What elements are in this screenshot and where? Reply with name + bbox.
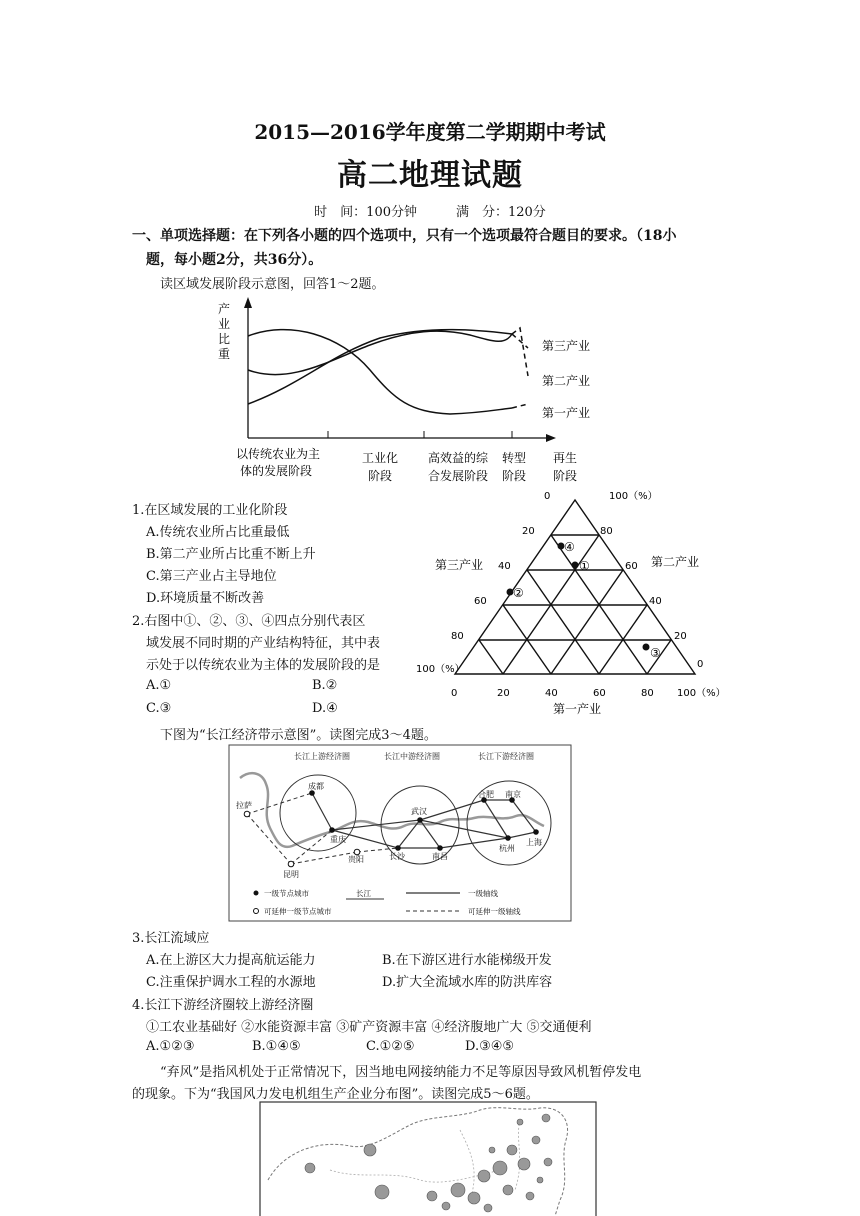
primary-curve-dashed — [512, 404, 528, 408]
y-arrow — [244, 297, 252, 308]
city-dot — [309, 790, 315, 796]
legend-extend-city-dot — [254, 909, 259, 914]
city-label: 成都 — [308, 782, 324, 791]
stage-label: 再生 — [553, 451, 578, 465]
enterprise-dot — [542, 1114, 550, 1122]
right-tick: 0 — [697, 659, 704, 670]
primary-curve — [248, 330, 512, 414]
q2-option-b: B.② — [312, 678, 338, 693]
ylabel-char: 业 — [218, 317, 231, 331]
ylabel-char: 产 — [218, 302, 231, 316]
enterprise-dot — [493, 1161, 507, 1175]
city-label: 武汉 — [411, 807, 427, 816]
right-tick: 80 — [600, 526, 613, 537]
paper-title: 高二地理试题 — [337, 158, 523, 193]
q2-option-c: C.③ — [146, 701, 172, 716]
q2-stem-line2: 域发展不同时期的产业结构特征，其中表 — [146, 636, 381, 651]
city-label: 合肥 — [478, 790, 494, 799]
city-label: 上海 — [526, 838, 542, 847]
time-info: 时 间：100分钟 满 分：120分 — [314, 205, 546, 220]
city-dot — [533, 829, 539, 835]
x-arrow — [546, 434, 556, 442]
stage-label: 合发展阶段 — [428, 469, 489, 483]
city-dot — [437, 845, 443, 851]
enterprise-dot — [489, 1147, 495, 1153]
right-tick: 60 — [625, 561, 638, 572]
left-tick: 80 — [451, 631, 464, 642]
stage-label: 体的发展阶段 — [240, 464, 313, 478]
legend-tertiary: 第三产业 — [542, 339, 591, 353]
q4-option-a: A.①②③ — [146, 1039, 195, 1054]
intro-q3-4: 下图为“长江经济带示意图”。读图完成3～4题。 — [160, 728, 437, 743]
stage-label: 工业化 — [362, 451, 399, 465]
left-tick: 20 — [522, 526, 535, 537]
intro-q5-6-line2: 的现象。下为“我国风力发电机组生产企业分布图”。读图完成5～6题。 — [132, 1087, 539, 1102]
top-tick: 0 — [544, 491, 551, 502]
q2-stem-line1: 2.右图中①、②、③、④四点分别代表区 — [132, 614, 366, 629]
point-4-label: ④ — [564, 540, 575, 554]
circle-label-upper: 长江上游经济圈 — [294, 752, 350, 761]
city-dot — [417, 817, 423, 823]
legend-label: 一级节点城市 — [264, 889, 309, 898]
legend-secondary: 第二产业 — [542, 374, 591, 388]
enterprise-dot — [484, 1204, 492, 1212]
q3-option-b: B.在下游区进行水能梯级开发 — [382, 953, 552, 968]
q3-stem: 3.长江流域应 — [132, 931, 210, 946]
bottom-tick: 40 — [545, 688, 558, 699]
q4-items: ①工农业基础好 ②水能资源丰富 ③矿产资源丰富 ④经济腹地广大 ⑤交通便利 — [146, 1020, 592, 1035]
enterprise-dot — [518, 1158, 530, 1170]
city-label: 拉萨 — [236, 801, 252, 810]
left-tick: 40 — [498, 561, 511, 572]
legend-label: 长江 — [356, 889, 371, 898]
right-tick: 20 — [674, 631, 687, 642]
q1-option-c: C.第三产业占主导地位 — [146, 569, 277, 584]
enterprise-dot — [517, 1119, 523, 1125]
enterprise-dot — [364, 1144, 376, 1156]
triangle-chart — [415, 488, 730, 720]
enterprise-dot — [503, 1185, 513, 1195]
stage-label: 转型 — [502, 451, 527, 465]
enterprise-dot — [468, 1192, 480, 1204]
wind-map — [258, 1100, 598, 1216]
q1-option-b: B.第二产业所占比重不断上升 — [146, 547, 316, 562]
q2-option-a: A.① — [146, 678, 172, 693]
q4-option-d: D.③④⑤ — [465, 1039, 515, 1054]
section-heading-line1: 一、单项选择题：在下列各小题的四个选项中，只有一个选项最符合题目的要求。（18小 — [132, 228, 677, 244]
city-label: 贵阳 — [348, 855, 364, 864]
city-label: 重庆 — [330, 835, 346, 844]
circle-label-lower: 长江下游经济圈 — [478, 752, 534, 761]
bottom-tick: 60 — [593, 688, 606, 699]
city-dot — [329, 827, 335, 833]
q4-option-b: B.①④⑤ — [252, 1039, 301, 1054]
enterprise-dot — [427, 1191, 437, 1201]
point-1-label: ① — [579, 559, 590, 573]
city-label: 南昌 — [432, 852, 448, 861]
enterprise-dot — [451, 1183, 465, 1197]
bottom-tick: 20 — [497, 688, 510, 699]
q3-option-a: A.在上游区大力提高航运能力 — [146, 953, 316, 968]
left-tick: 100（%） — [416, 664, 465, 675]
enterprise-dot — [478, 1170, 490, 1182]
point-3-label: ③ — [650, 646, 661, 660]
enterprise-dot — [442, 1202, 450, 1210]
yangtze-map — [228, 744, 572, 922]
city-label: 长沙 — [389, 852, 405, 861]
stage-label: 高效益的综 — [428, 451, 489, 465]
legend-label: 一级轴线 — [468, 889, 498, 898]
ylabel-char: 比 — [218, 332, 231, 346]
bottom-tick: 0 — [451, 688, 458, 699]
bottom-tick: 100（%） — [677, 688, 726, 699]
top-tick-pct: 100（%） — [609, 491, 658, 502]
enterprise-dot — [544, 1158, 552, 1166]
point-1-dot — [572, 562, 579, 569]
enterprise-dot — [532, 1136, 540, 1144]
city-label: 南京 — [505, 790, 521, 799]
q3-option-c: C.注重保护调水工程的水源地 — [146, 975, 316, 990]
q4-option-c: C.①②⑤ — [366, 1039, 415, 1054]
stage-chart — [210, 296, 630, 491]
q1-option-d: D.环境质量不断改善 — [146, 591, 265, 606]
enterprise-dot — [507, 1145, 517, 1155]
point-3-dot — [643, 644, 650, 651]
bottom-axis-label: 第一产业 — [553, 702, 602, 716]
q2-option-d: D.④ — [312, 701, 338, 716]
stage-ylabel — [218, 301, 230, 361]
stage-label: 阶段 — [502, 469, 527, 483]
legend-label: 可延伸一级节点城市 — [264, 907, 332, 916]
left-tick: 60 — [474, 596, 487, 607]
circle-label-middle: 长江中游经济圈 — [384, 752, 440, 761]
intro-q5-6-line1: “弃风”是指风机处于正常情况下，因当地电网接纳能力不足等原因导致风机暂停发电 — [160, 1065, 642, 1080]
right-tick: 40 — [649, 596, 662, 607]
city-dot-extendable — [288, 861, 294, 867]
q2-stem-line3: 示处于以传统农业为主体的发展阶段的是 — [146, 658, 381, 673]
stage-label: 以传统农业为主 — [236, 447, 321, 461]
city-label: 杭州 — [499, 844, 515, 853]
tertiary-curve-dashed — [512, 334, 528, 348]
right-axis-label: 第二产业 — [651, 555, 700, 569]
q3-option-d: D.扩大全流域水库的防洪库容 — [382, 975, 553, 990]
legend-primary: 第一产业 — [542, 406, 591, 420]
enterprise-dot — [537, 1177, 543, 1183]
stage-label: 阶段 — [553, 469, 578, 483]
legend-primary-city-dot — [254, 891, 259, 896]
q4-stem: 4.长江下游经济圈较上游经济圈 — [132, 998, 314, 1013]
section-heading-line2: 题，每小题2分，共36分）。 — [146, 252, 323, 268]
enterprise-dot — [526, 1192, 534, 1200]
left-axis-label: 第三产业 — [435, 558, 484, 572]
q1-stem: 1.在区域发展的工业化阶段 — [132, 503, 288, 518]
bottom-tick: 80 — [641, 688, 654, 699]
enterprise-dot — [305, 1163, 315, 1173]
city-dot-extendable — [354, 849, 360, 855]
city-dot — [505, 835, 511, 841]
intro-q1-2: 读区域发展阶段示意图，回答1～2题。 — [160, 277, 385, 292]
legend-label: 可延伸一级轴线 — [468, 907, 521, 916]
term-title: 2015—2016学年度第二学期期中考试 — [254, 120, 606, 144]
q1-option-a: A.传统农业所占比重最低 — [146, 525, 290, 540]
city-label: 昆明 — [283, 870, 299, 879]
city-dot — [395, 845, 401, 851]
stage-label: 阶段 — [368, 469, 393, 483]
city-dot-extendable — [244, 811, 250, 817]
enterprise-dot — [375, 1185, 389, 1199]
ylabel-char: 重 — [218, 347, 231, 361]
point-2-label: ② — [513, 586, 524, 600]
